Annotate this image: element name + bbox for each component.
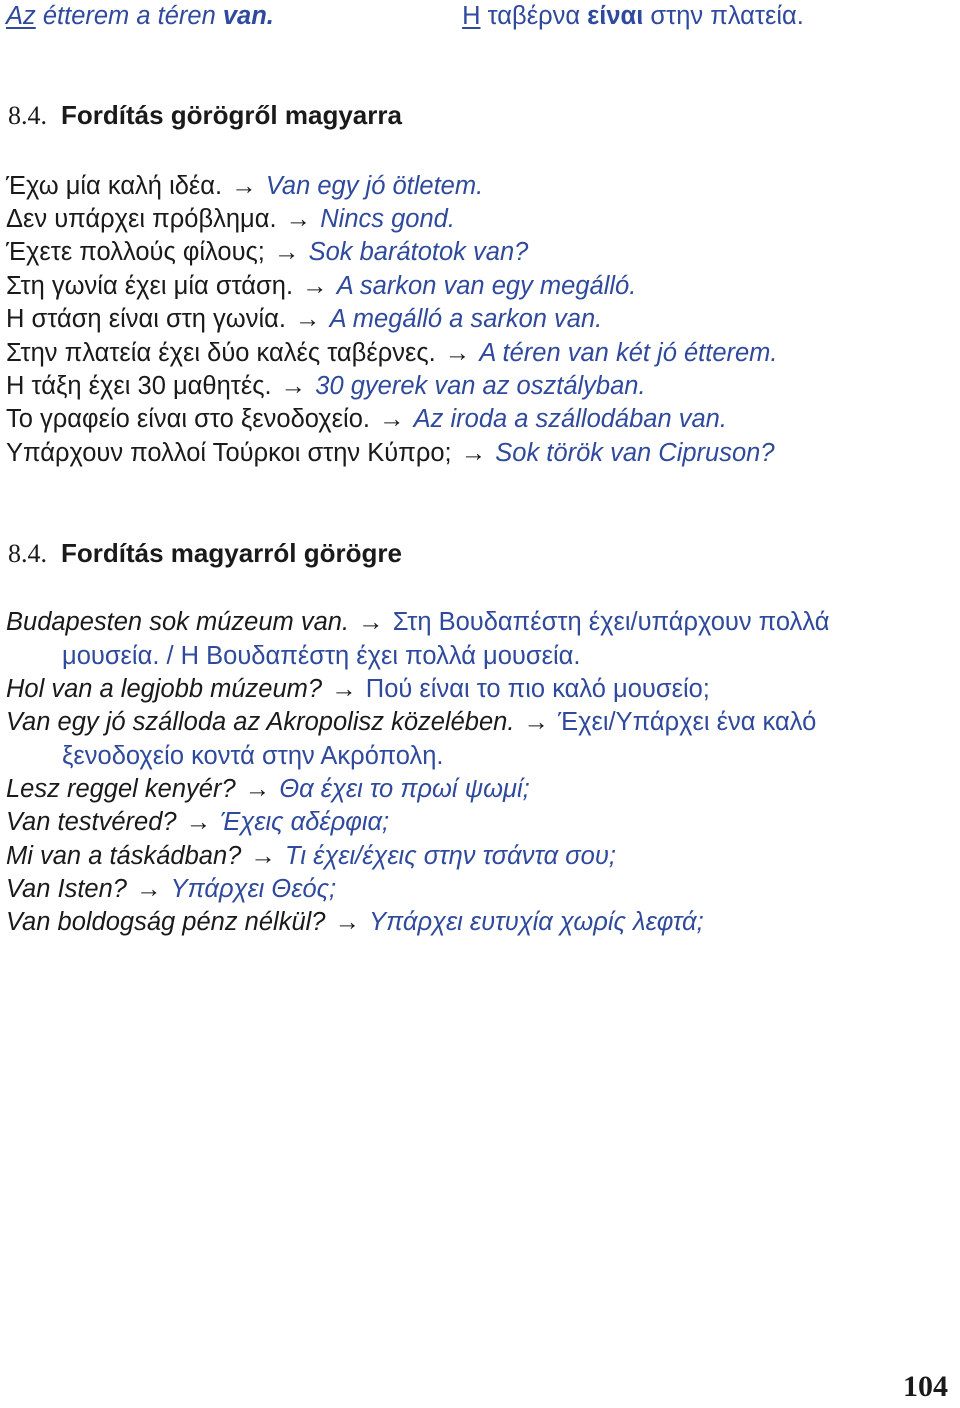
list-item: Στη γωνία έχει μία στάση. → A sarkon van egy megálló.	[6, 272, 637, 300]
list-item: Lesz reggel kenyér? → Θα έχει το πρωί ψωμί;	[6, 775, 530, 803]
example-hungarian: Az étterem a téren van.	[6, 2, 274, 30]
list-item-continuation: ξενοδοχείο κοντά στην Ακρόπολη.	[62, 742, 444, 770]
list-item: Van egy jó szálloda az Akropolisz közelében. → Έχει/Υπάρχει ένα καλό	[6, 708, 817, 736]
example-greek: Η ταβέρνα είναι στην πλατεία.	[462, 2, 804, 30]
list-item: Van testvéred? → Έχεις αδέρφια;	[6, 808, 390, 836]
list-item: Budapesten sok múzeum van. → Στη Βουδαπέστη έχει/υπάρχουν πολλά	[6, 608, 830, 636]
list-item-continuation: μουσεία. / Η Βουδαπέστη έχει πολλά μουσεία.	[62, 642, 581, 670]
list-item: Υπάρχουν πολλοί Τούρκοι στην Κύπρο; → Sok török van Cipruson?	[6, 439, 775, 467]
list-item: Έχετε πολλούς φίλους; → Sok barátotok van?	[6, 238, 529, 266]
list-item: Van boldogság pénz nélkül? → Υπάρχει ευτυχία χωρίς λεφτά;	[6, 908, 704, 936]
list-item: Hol van a legjobb múzeum? → Πού είναι το πιο καλό μουσείο;	[6, 675, 710, 703]
list-item: Mi van a táskádban? → Τι έχει/έχεις στην τσάντα σου;	[6, 842, 616, 870]
list-item: Το γραφείο είναι στο ξενοδοχείο. → Az iroda a szállodában van.	[6, 405, 727, 433]
list-item: Van Isten? → Υπάρχει Θεός;	[6, 875, 337, 903]
list-item: Δεν υπάρχει πρόβλημα. → Nincs gond.	[6, 205, 455, 233]
list-item: Έχω μία καλή ιδέα. → Van egy jó ötletem.	[6, 172, 484, 200]
list-item: Η τάξη έχει 30 μαθητές. → 30 gyerek van az osztályban.	[6, 372, 646, 400]
section-heading-hungarian-to-greek: 8.4. Fordítás magyarról görögre	[8, 538, 402, 568]
example-sentence	[6, 0, 804, 32]
page-number: 104	[903, 1370, 948, 1403]
list-item: Στην πλατεία έχει δύο καλές ταβέρνες. → A téren van két jó étterem.	[6, 339, 778, 367]
section-heading-greek-to-hungarian: 8.4. Fordítás görögről magyarra	[8, 100, 402, 130]
list-item: Η στάση είναι στη γωνία. → A megálló a sarkon van.	[6, 305, 603, 333]
